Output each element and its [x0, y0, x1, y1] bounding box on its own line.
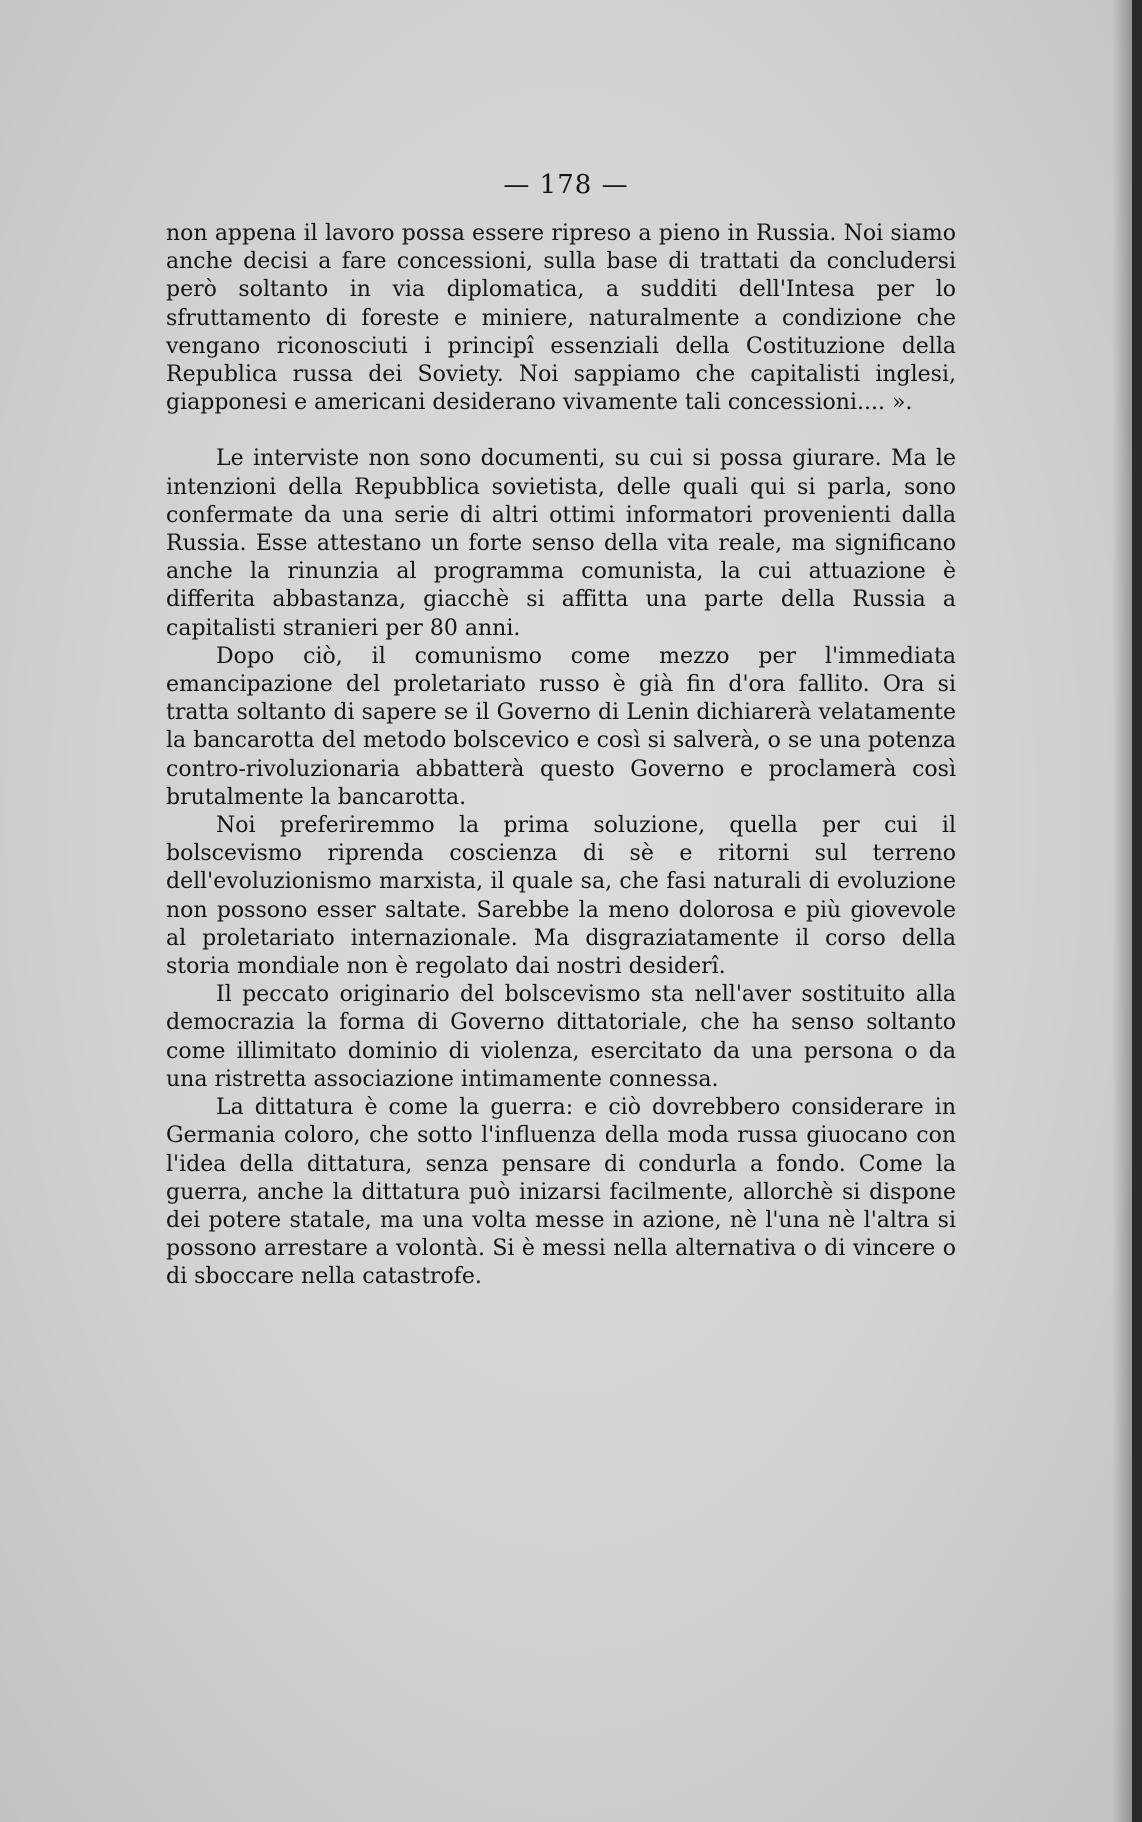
paragraph-4: Noi preferiremmo la prima soluzione, quella per cui il bolscevismo riprenda coscienza di sè e ritorni sul terreno dell'evoluzionismo marxista, il quale sa, che fasi naturali di evoluzione non possono esser saltate. Sarebbe la meno dolorosa e più giovevole al proletariato internazionale. Ma disgraziatamente il corso della storia mondiale non è regolato dai nostri desiderî.	[166, 813, 956, 980]
paragraph-2: Le interviste non sono documenti, su cui si possa giurare. Ma le intenzioni della Repubblica sovietista, delle quali qui si parla, sono confermate da una serie di altri ottimi informatori provenienti dalla Russia. Esse attestano un forte senso della vita reale, ma significano anche la rinunzia al programma comunista, la cui attuazione è differita abbastanza, giacchè si affitta una parte della Russia a capitalisti stranieri per 80 anni.	[166, 446, 956, 641]
paragraph-1: non appena il lavoro possa essere ripreso a pieno in Russia. Noi siamo anche decisi a fare concessioni, sulla base di trattati da concludersi però soltanto in via diplomatica, a sudditi dell'Intesa per lo sfruttamento di foreste e miniere, naturalmente a condizione che vengano riconosciuti i principî essenziali della Costituzione della Republica russa dei Soviety. Noi sappiamo che capitalisti inglesi, giapponesi e americani desiderano vivamente tali concessioni.... ».	[166, 221, 956, 416]
page-edge-shadow	[1112, 0, 1132, 1822]
paragraph-5: Il peccato originario del bolscevismo sta nell'aver sostituito alla democrazia la forma di Governo dittatoriale, che ha senso soltanto come illimitato dominio di violenza, esercitato da una persona o da una ristretta associazione intimamente connessa.	[166, 982, 956, 1092]
page-number: — 178 —	[503, 170, 629, 200]
body-text	[166, 220, 956, 1292]
paragraph-6: La dittatura è come la guerra: e ciò dovrebbero considerare in Germania coloro, che sotto l'influenza della moda russa giuocano con l'idea della dittatura, senza pensare di condurla a fondo. Come la guerra, anche la dittatura può inizarsi facilmente, allorchè si dispone dei potere statale, ma una volta messe in azione, nè l'una nè l'altra si possono arrestare a volontà. Si è messi nella alternativa o di vincere o di sboccare nella catastrofe.	[166, 1095, 956, 1290]
paragraph-3: Dopo ciò, il comunismo come mezzo per l'immediata emancipazione del proletariato russo è già fin d'ora fallito. Ora si tratta soltanto di sapere se il Governo di Lenin dichiarerà velatamente la bancarotta del metodo bolscevico e così si salverà, o se una potenza contro-rivoluzionaria abbatterà questo Governo e proclamerà così brutalmente la bancarotta.	[166, 643, 956, 810]
